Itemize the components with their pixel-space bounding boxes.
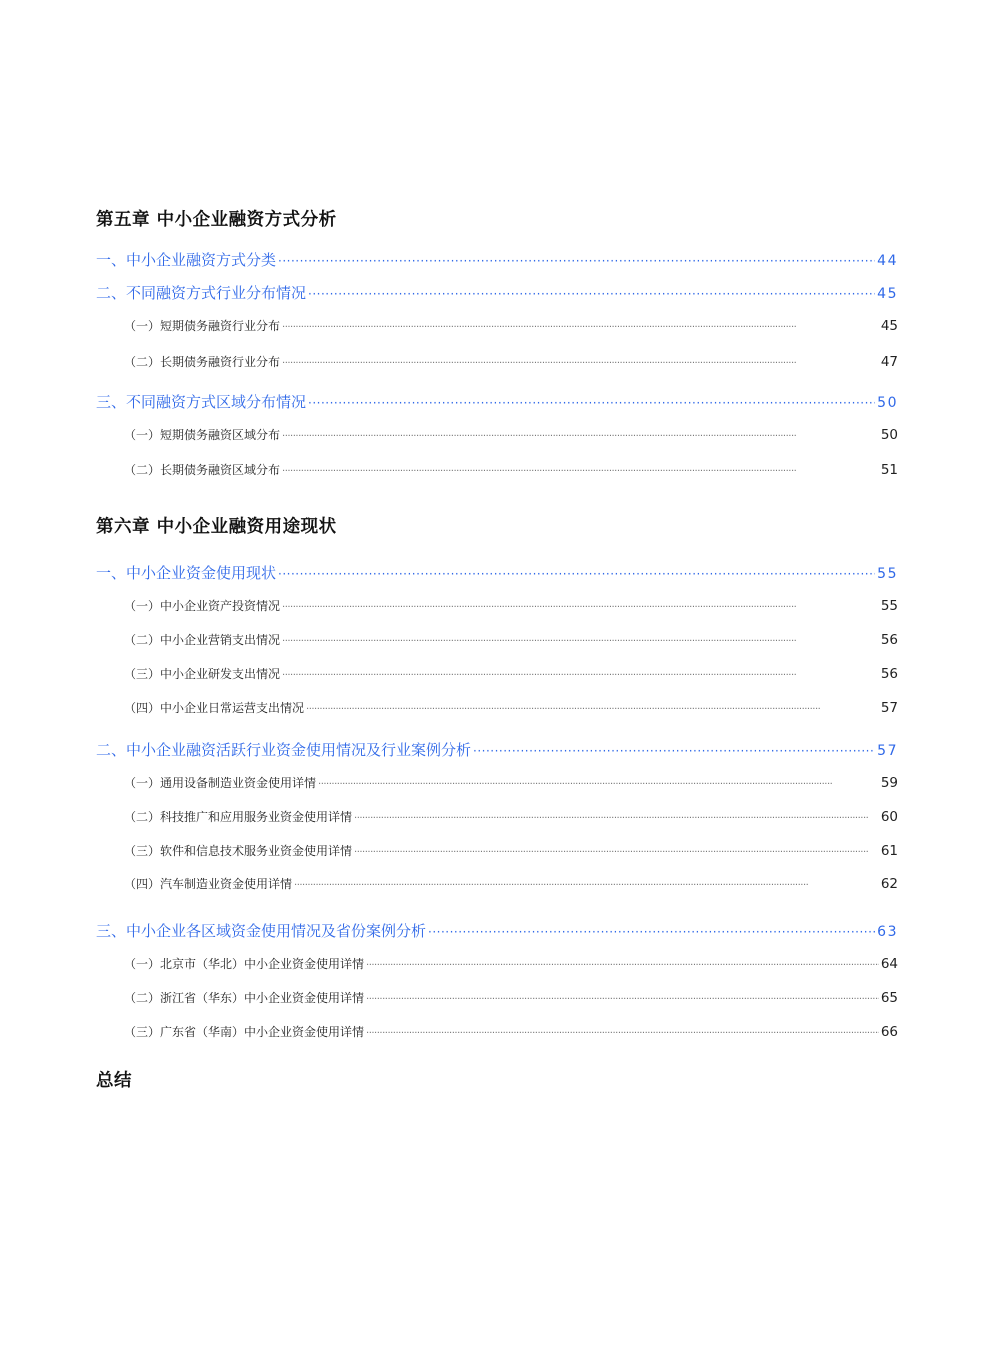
toc-subsection-label: （二）浙江省（华东）中小企业资金使用详情 [124,991,365,1005]
leader-dots [366,1028,879,1039]
toc-subsection-label: （一）中小企业资产投资情况 [124,599,281,613]
toc-section-link[interactable] [96,249,898,270]
leader-dots [282,358,879,369]
toc-section-link[interactable] [96,562,898,583]
toc-subsection[interactable] [124,808,898,825]
leader-dots [282,466,879,477]
toc-subsection[interactable] [124,989,898,1006]
toc-section-label: 三、不同融资方式区域分布情况 [96,393,307,411]
toc-section-label: 二、不同融资方式行业分布情况 [96,284,307,302]
toc-page-number: 44 [877,253,898,269]
toc-section-label: 一、中小企业资金使用现状 [96,564,277,582]
leader-dots [354,813,879,824]
toc-subsection[interactable] [124,665,898,682]
toc-page-number: 62 [880,876,898,892]
toc-subsection[interactable] [124,774,898,791]
leader-dots [318,779,879,790]
leader-dots [366,960,879,971]
toc-subsection[interactable] [124,955,898,972]
leader-dots [308,396,875,410]
toc-subsection[interactable] [124,353,898,370]
toc-page-number: 63 [877,924,898,940]
toc-page-number: 47 [880,354,898,370]
toc-page-number: 65 [880,990,898,1006]
leader-dots [282,322,879,333]
leader-dots [294,880,879,891]
toc-subsection-label: （三）广东省（华南）中小企业资金使用详情 [124,1025,365,1039]
toc-subsection-label: （一）北京市（华北）中小企业资金使用详情 [124,957,365,971]
toc-subsection-label: （四）中小企业日常运营支出情况 [124,701,305,715]
toc-subsection-label: （二）科技推广和应用服务业资金使用详情 [124,810,353,824]
toc-page-number: 61 [880,843,898,859]
toc-section-label: 二、中小企业融资活跃行业资金使用情况及行业案例分析 [96,741,472,759]
toc-subsection-label: （三）中小企业研发支出情况 [124,667,281,681]
leader-dots [306,704,879,715]
toc-section-link[interactable] [96,282,898,303]
toc-page-number: 55 [877,566,898,582]
leader-dots [473,744,875,758]
toc-subsection-label: （二）中小企业营销支出情况 [124,633,281,647]
toc-page-number: 60 [880,809,898,825]
leader-dots [282,602,879,613]
toc-subsection[interactable] [124,461,898,478]
toc-subsection[interactable] [124,631,898,648]
toc-subsection-label: （二）长期债务融资区域分布 [124,463,281,477]
toc-subsection[interactable] [124,699,898,716]
toc-page-number: 57 [877,743,898,759]
leader-dots [366,994,879,1005]
toc-subsection-label: （四）汽车制造业资金使用详情 [124,877,293,891]
leader-dots [282,431,879,442]
toc-subsection[interactable] [124,317,898,334]
toc-page-number: 51 [880,462,898,478]
leader-dots [278,567,875,581]
toc-page-number: 57 [880,700,898,716]
toc-page-number: 56 [880,632,898,648]
toc-subsection[interactable] [124,875,898,892]
toc-section-link[interactable] [96,739,898,760]
leader-dots [428,925,875,939]
toc-subsection-label: （三）软件和信息技术服务业资金使用详情 [124,844,353,858]
toc-subsection-label: （二）长期债务融资行业分布 [124,355,281,369]
toc-page-number: 50 [880,427,898,443]
toc-subsection[interactable] [124,426,898,443]
toc-subsection-label: （一）通用设备制造业资金使用详情 [124,776,317,790]
toc-subsection[interactable] [124,597,898,614]
chapter-title: 第五章 中小企业融资方式分析 [96,210,337,230]
chapter-title: 第六章 中小企业融资用途现状 [96,517,337,537]
toc-subsection[interactable] [124,1023,898,1040]
toc-subsection-label: （一）短期债务融资区域分布 [124,428,281,442]
toc-page-number: 64 [880,956,898,972]
toc-page-number: 59 [880,775,898,791]
toc-section-label: 一、中小企业融资方式分类 [96,251,277,269]
toc-page-number: 45 [877,286,898,302]
toc-section-link[interactable] [96,920,898,941]
toc-subsection[interactable] [124,842,898,859]
toc-section-label: 三、中小企业各区域资金使用情况及省份案例分析 [96,922,427,940]
leader-dots [278,254,875,268]
toc-subsection-label: （一）短期债务融资行业分布 [124,319,281,333]
leader-dots [354,847,879,858]
toc-section-link[interactable] [96,391,898,412]
summary-title: 总结 [96,1071,132,1091]
toc-page-number: 50 [877,395,898,411]
leader-dots [308,287,875,301]
toc-page-number: 55 [880,598,898,614]
leader-dots [282,670,879,681]
toc-page-number: 45 [880,318,898,334]
toc-page-number: 66 [880,1024,898,1040]
leader-dots [282,636,879,647]
toc-page-number: 56 [880,666,898,682]
